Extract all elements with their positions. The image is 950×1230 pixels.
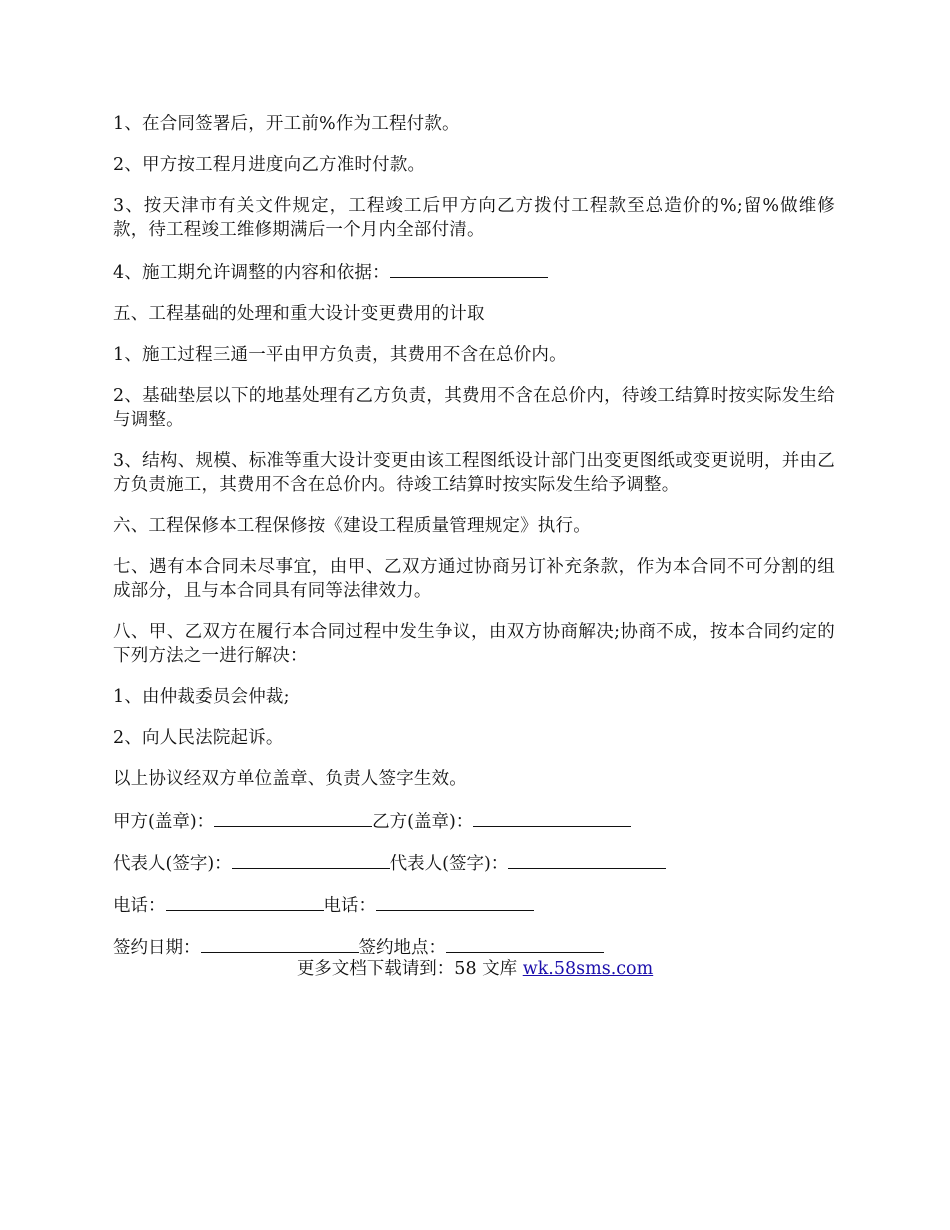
- party-b-seal-label: 乙方(盖章)：: [372, 812, 474, 832]
- sign-place-blank[interactable]: [446, 934, 604, 953]
- representative-line: [113, 850, 835, 876]
- section-warranty: 六、工程保修本工程保修按《建设工程质量管理规定》执行。: [113, 516, 591, 536]
- clause-payment-4-text: 4、施工期允许调整的内容和依据：: [113, 263, 390, 283]
- phone-line: [113, 892, 835, 918]
- rep-b-label: 代表人(签字)：: [389, 854, 509, 874]
- clause-foundation-3: 3、结构、规模、标准等重大设计变更由该工程图纸设计部门出变更图纸或变更说明，并由乙方负责施工，其费用不含在总价内。待竣工结算时按实际发生给予调整。: [113, 451, 835, 495]
- phone-a-blank[interactable]: [166, 892, 324, 911]
- sign-place-label: 签约地点：: [358, 938, 446, 958]
- footer-text: 更多文档下载请到：58 文库: [296, 959, 523, 979]
- dispute-option-1: 1、由仲裁委员会仲裁;: [113, 687, 290, 707]
- sign-date-blank[interactable]: [201, 934, 359, 953]
- section-heading-5: 五、工程基础的处理和重大设计变更费用的计取: [113, 304, 485, 324]
- clause-foundation-1: 1、施工过程三通一平由甲方负责，其费用不含在总价内。: [113, 345, 567, 365]
- clause-payment-4: [113, 259, 835, 285]
- rep-a-blank[interactable]: [232, 850, 390, 869]
- party-a-seal-label: 甲方(盖章)：: [113, 812, 215, 832]
- blank-line: [390, 259, 548, 278]
- clause-payment-1: 1、在合同签署后，开工前%作为工程付款。: [113, 114, 460, 134]
- footer-link[interactable]: wk.58sms.com: [522, 959, 654, 979]
- phone-a-label: 电话：: [113, 896, 166, 916]
- section-dispute: 八、甲、乙双方在履行本合同过程中发生争议，由双方协商解决;协商不成，按本合同约定的下列方法之一进行解决：: [113, 622, 835, 666]
- party-b-seal-blank[interactable]: [473, 808, 631, 827]
- rep-b-blank[interactable]: [508, 850, 666, 869]
- phone-b-blank[interactable]: [376, 892, 534, 911]
- dispute-option-2: 2、向人民法院起诉。: [113, 728, 284, 748]
- section-supplement: 七、遇有本合同未尽事宜，由甲、乙双方通过协商另订补充条款，作为本合同不可分割的组成部分，且与本合同具有同等法律效力。: [113, 557, 835, 601]
- clause-payment-3: 3、按天津市有关文件规定，工程竣工后甲方向乙方拨付工程款至总造价的%;留%做维修款，待工程竣工维修期满后一个月内全部付清。: [113, 196, 835, 240]
- effective-clause: 以上协议经双方单位盖章、负责人签字生效。: [113, 769, 467, 789]
- document-body: [113, 112, 835, 976]
- sign-date-label: 签约日期：: [113, 938, 201, 958]
- clause-foundation-2: 2、基础垫层以下的地基处理有乙方负责，其费用不含在总价内，待竣工结算时按实际发生给与调整。: [113, 386, 835, 430]
- party-a-seal-blank[interactable]: [214, 808, 372, 827]
- seal-line: [113, 808, 835, 834]
- clause-payment-2: 2、甲方按工程月进度向乙方准时付款。: [113, 155, 426, 175]
- download-footer: [0, 957, 950, 981]
- rep-a-label: 代表人(签字)：: [113, 854, 232, 874]
- phone-b-label: 电话：: [323, 896, 376, 916]
